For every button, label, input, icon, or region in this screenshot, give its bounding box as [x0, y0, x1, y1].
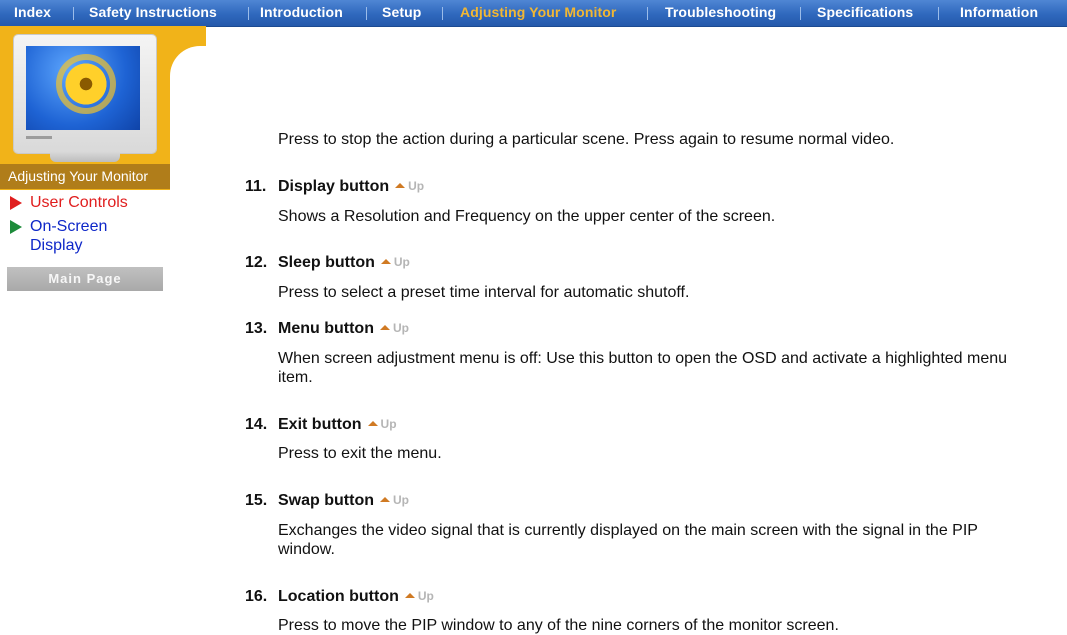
- top-navigation-bar: [0, 0, 1067, 27]
- item-description: Shows a Resolution and Frequency on the upper center of the screen.: [278, 208, 776, 225]
- up-link[interactable]: [380, 321, 409, 335]
- up-link[interactable]: [381, 255, 410, 269]
- nav-separator: [73, 7, 74, 20]
- monitor-screen: [26, 46, 140, 130]
- nav-specifications[interactable]: Specifications: [817, 4, 914, 20]
- nav-adjusting-your-monitor[interactable]: Adjusting Your Monitor: [460, 4, 617, 20]
- item-number: 14.: [245, 416, 268, 433]
- item-title: Display button: [278, 178, 390, 195]
- item-number: 13.: [245, 320, 268, 337]
- item-description: When screen adjustment menu is off: Use this button to open the OSD and activate a highlighted menu item.: [278, 350, 1008, 386]
- up-label: Up: [408, 179, 425, 193]
- up-arrow-icon: [381, 259, 391, 264]
- item-heading: [245, 416, 397, 436]
- panel-curve: [170, 46, 206, 190]
- nav-separator: [442, 7, 443, 20]
- item-description: Exchanges the video signal that is currently displayed on the main screen with the signal in the PIP window.: [278, 522, 978, 558]
- up-label: Up: [417, 589, 434, 603]
- item-description: Press to select a preset time interval for automatic shutoff.: [278, 284, 690, 301]
- intro-description: Press to stop the action during a particular scene. Press again to resume normal video.: [278, 131, 895, 148]
- up-arrow-icon: [368, 421, 378, 426]
- monitor-stand: [50, 152, 120, 162]
- item-heading: [245, 320, 409, 340]
- sidebar-link-label[interactable]: User Controls: [30, 194, 128, 211]
- item-title: Location button: [278, 588, 399, 605]
- item-number: 11.: [245, 178, 267, 195]
- item-title: Swap button: [278, 492, 374, 509]
- nav-separator: [938, 7, 939, 20]
- item-heading: [245, 588, 434, 608]
- item-description: Press to move the PIP window to any of the nine corners of the monitor screen.: [278, 617, 839, 634]
- up-label: Up: [380, 417, 397, 431]
- item-description: Press to exit the menu.: [278, 445, 442, 462]
- item-title: Exit button: [278, 416, 362, 433]
- up-arrow-icon: [380, 325, 390, 330]
- main-page-button[interactable]: Main Page: [7, 267, 163, 291]
- monitor-icon: [14, 35, 156, 153]
- up-link[interactable]: [368, 417, 397, 431]
- up-label: Up: [393, 255, 410, 269]
- nav-setup[interactable]: Setup: [382, 4, 422, 20]
- up-link[interactable]: [395, 179, 424, 193]
- nav-separator: [366, 7, 367, 20]
- monitor-brand-mark: [26, 136, 52, 139]
- item-heading: [245, 178, 424, 198]
- item-number: 15.: [245, 492, 268, 509]
- nav-troubleshooting[interactable]: Troubleshooting: [665, 4, 777, 20]
- item-number: 12.: [245, 254, 268, 271]
- item-heading: [245, 254, 410, 274]
- up-link[interactable]: [405, 589, 434, 603]
- up-arrow-icon: [405, 593, 415, 598]
- up-label: Up: [392, 493, 409, 507]
- nav-index[interactable]: Index: [14, 4, 52, 20]
- up-label: Up: [392, 321, 409, 335]
- red-arrow-icon: [10, 196, 22, 210]
- up-arrow-icon: [395, 183, 405, 188]
- nav-separator: [248, 7, 249, 20]
- nav-introduction[interactable]: Introduction: [260, 4, 343, 20]
- section-title-bar: Adjusting Your Monitor: [0, 164, 170, 189]
- up-arrow-icon: [380, 497, 390, 502]
- item-title: Sleep button: [278, 254, 375, 271]
- sidebar-link-label[interactable]: On-Screen Display: [30, 218, 108, 254]
- item-title: Menu button: [278, 320, 374, 337]
- nav-separator: [647, 7, 648, 20]
- nav-separator: [800, 7, 801, 20]
- up-link[interactable]: [380, 493, 409, 507]
- nav-information[interactable]: Information: [960, 4, 1039, 20]
- item-number: 16.: [245, 588, 268, 605]
- flower-icon: [62, 60, 110, 108]
- nav-safety-instructions[interactable]: Safety Instructions: [89, 4, 217, 20]
- item-heading: [245, 492, 409, 512]
- green-arrow-icon: [10, 220, 22, 234]
